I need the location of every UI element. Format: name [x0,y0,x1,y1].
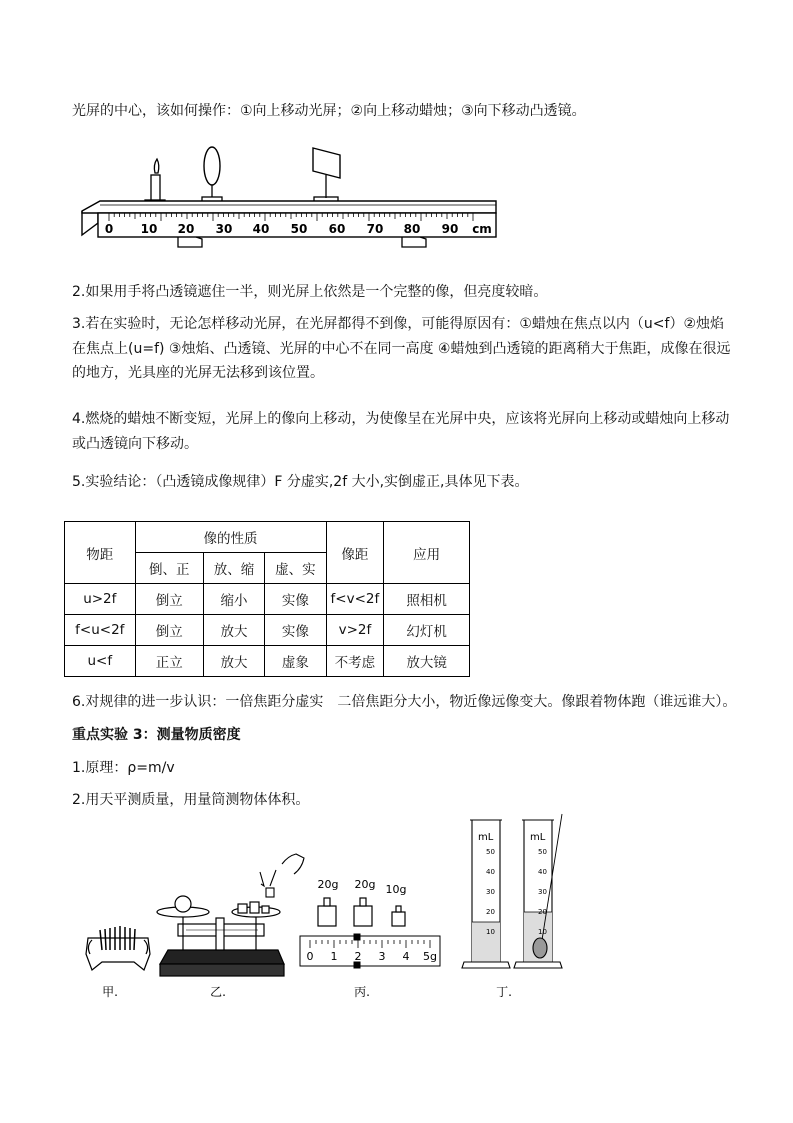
bench-tick-70: 70 [366,222,384,236]
weight-label-2: 20g [354,878,376,891]
bench-tick-20: 20 [177,222,195,236]
header-virtual-real: 虚、实 [265,553,326,584]
cyl1-mark-30: 30 [486,888,495,896]
balance-pointer-scale [86,926,150,970]
cyl1-mark-10: 10 [486,928,495,936]
weight-label-3: 10g [385,883,407,896]
cyl2-mark-10: 10 [538,928,547,936]
cyl2-mark-20: 20 [538,908,547,916]
header-image-nature: 像的性质 [135,522,326,553]
cyl2-mark-40: 40 [538,868,547,876]
item-6: 6.对规律的进一步认识：一倍焦距分虚实 二倍焦距分大小，物近像远像变大。像跟着物体跑（谁远谁大）。 [72,694,737,710]
cylinder-2-unit: mL [530,832,546,843]
table-cell: 虚象 [265,646,326,677]
item-4: 4.燃烧的蜡烛不断变短，光屏上的像向上移动，为使像呈在光屏中央，应该将光屏向上移动或蜡烛向上移动或凸透镜向下移动。 [72,411,730,452]
table-cell: 照相机 [384,584,470,615]
text-line-top: 光屏的中心，该如何操作：①向上移动光屏；②向上移动蜡烛；③向下移动凸透镜。 [72,103,586,119]
rider-scale [300,934,440,968]
table-cell: 缩小 [203,584,264,615]
bench-tick-80: 80 [403,222,421,236]
header-object-distance: 物距 [65,522,136,584]
header-image-distance: 像距 [326,522,384,584]
table-cell: 不考虑 [326,646,384,677]
rider-tick-3: 3 [378,950,386,963]
table-row [65,615,470,646]
cyl2-mark-30: 30 [538,888,547,896]
rider-tick-2: 2 [354,950,362,963]
rider-tick-1: 1 [330,950,338,963]
item-5: 5.实验结论：（凸透镜成像规律）F 分虚实,2f 大小,实倒虚正,具体见下表。 [72,474,529,490]
table-cell: u>2f [65,584,136,615]
item-3: 3.若在实验时，无论怎样移动光屏，在光屏都得不到像，可能得原因有：①蜡烛在焦点以内（u<f）②烛焰在焦点上(u=f) ③烛焰、凸透镜、光屏的中心不在同一高度 ④蜡烛到凸透镜的距离稍大于焦距，成像在很远的地方，光具座的光屏无法移到该位置。 [72,316,731,381]
header-inverted-upright: 倒、正 [135,553,203,584]
bench-tick-10: 10 [140,222,158,236]
rider-tick-0: 0 [306,950,314,963]
bench-tick-30: 30 [215,222,233,236]
table-cell: 放大镜 [384,646,470,677]
table-cell: f<v<2f [326,584,384,615]
table-cell: 实像 [265,584,326,615]
cyl2-mark-50: 50 [538,848,547,856]
measuring-cylinder-2 [514,814,562,968]
weight-label-1: 20g [317,878,339,891]
caption-yi: 乙. [210,985,226,999]
balance-scale [157,896,284,976]
table-cell: 倒立 [135,584,203,615]
bench-rail [82,201,496,247]
table-cell: 实像 [265,615,326,646]
table-cell: 放大 [203,646,264,677]
caption-ding: 丁. [496,985,512,999]
caption-bing: 丙. [354,985,370,999]
table-row [65,584,470,615]
bench-tick-90: 90 [441,222,459,236]
table-cell: 幻灯机 [384,615,470,646]
bench-tick-60: 60 [328,222,346,236]
method-text: 2.用天平测质量，用量筒测物体体积。 [72,792,310,808]
measuring-cylinder-1 [462,820,510,968]
rider-tick-4: 4 [402,950,410,963]
cyl1-mark-20: 20 [486,908,495,916]
rider-tick-5: 5g [423,950,437,963]
table-cell: v>2f [326,615,384,646]
imaging-table [64,521,470,677]
table-row [65,646,470,677]
bench-tick-unit: cm [472,222,492,236]
table-cell: f<u<2f [65,615,136,646]
density-experiment-figure [78,812,573,1002]
table-cell: u<f [65,646,136,677]
item-2: 2.如果用手将凸透镜遮住一半，则光屏上依然是一个完整的像，但亮度较暗。 [72,284,548,300]
header-application: 应用 [384,522,470,584]
principle-text: 1.原理：ρ=m/v [72,760,175,776]
bench-tick-0: 0 [104,222,114,236]
cyl1-mark-50: 50 [486,848,495,856]
cyl1-mark-40: 40 [486,868,495,876]
table-cell: 放大 [203,615,264,646]
caption-jia: 甲. [102,985,118,999]
header-enlarged-reduced: 放、缩 [203,553,264,584]
section-heading: 重点实验 3：测量物质密度 [72,727,241,743]
optical-bench-figure [78,143,503,253]
tweezers-icon [260,854,304,897]
table-cell: 倒立 [135,615,203,646]
bench-tick-40: 40 [252,222,270,236]
bench-tick-50: 50 [290,222,308,236]
table-cell: 正立 [135,646,203,677]
weights-group [318,878,407,926]
cylinder-1-unit: mL [478,832,494,843]
